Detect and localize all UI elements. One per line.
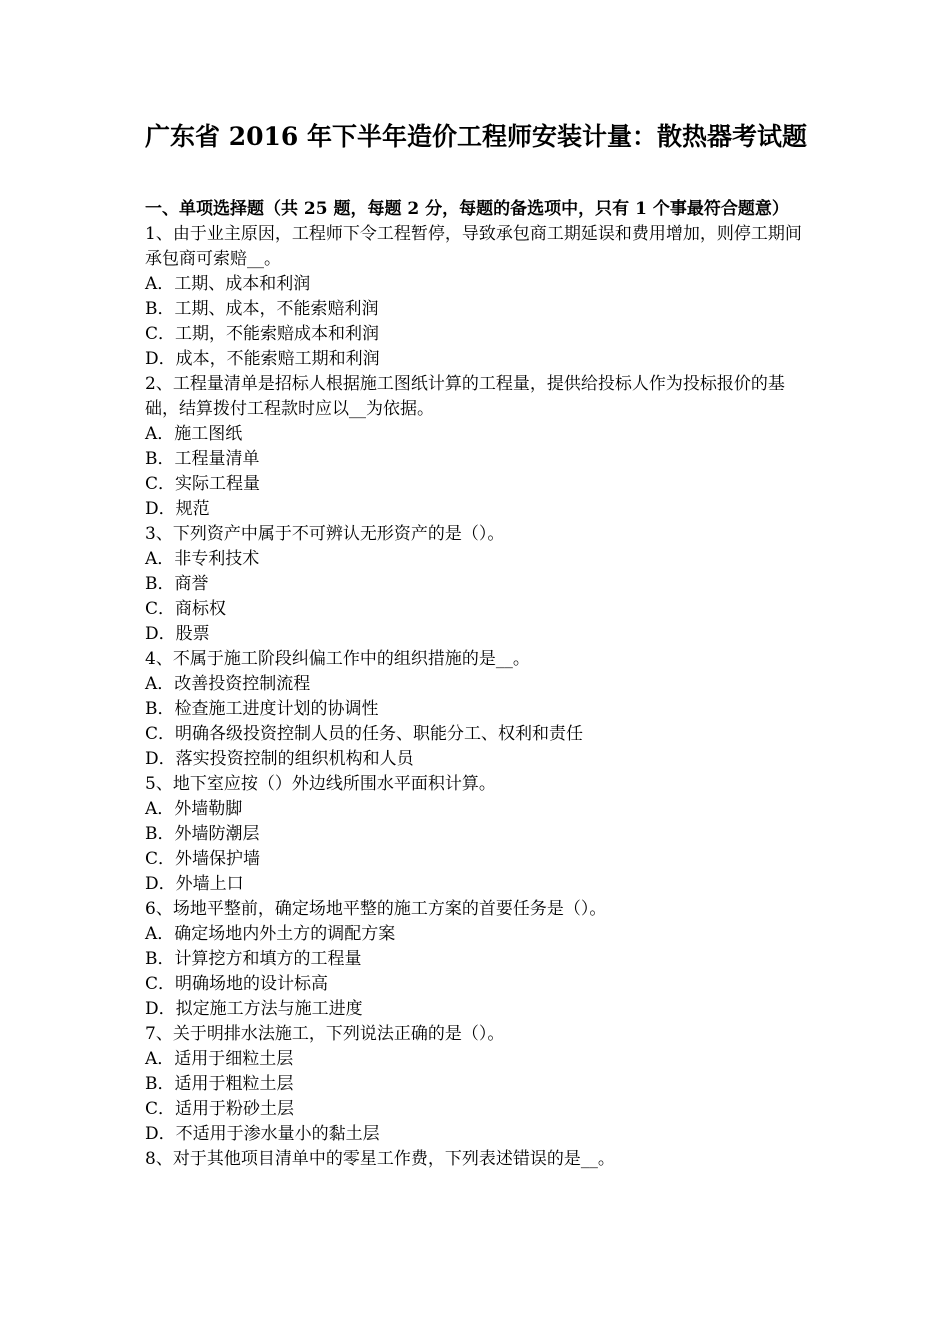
option-d: D．落实投资控制的组织机构和人员 xyxy=(145,749,414,769)
option-c: C．明确各级投资控制人员的任务、职能分工、权利和责任 xyxy=(145,724,584,744)
question-stem: 7、关于明排水法施工，下列说法正确的是（）。 xyxy=(145,1024,505,1044)
question-stem: 8、对于其他项目清单中的零星工作费，下列表述错误的是__。 xyxy=(145,1149,615,1169)
question-stem: 3、下列资产中属于不可辨认无形资产的是（）。 xyxy=(145,524,505,544)
question-8 xyxy=(145,1147,810,1172)
question-6 xyxy=(145,897,810,1022)
option-b: B．商誉 xyxy=(145,574,209,594)
option-c: C．商标权 xyxy=(145,599,227,619)
option-a: A．改善投资控制流程 xyxy=(145,674,311,694)
option-d: D．拟定施工方法与施工进度 xyxy=(145,999,363,1019)
option-c: C．实际工程量 xyxy=(145,474,261,494)
option-b: B．工期、成本，不能索赔利润 xyxy=(145,299,379,319)
option-b: B．适用于粗粒土层 xyxy=(145,1074,294,1094)
question-stem: 1、由于业主原因，工程师下令工程暂停，导致承包商工期延误和费用增加，则停工期间承包商可索赔__。 xyxy=(145,224,802,269)
document-body xyxy=(145,197,810,1172)
question-7 xyxy=(145,1022,810,1147)
option-a: A．确定场地内外土方的调配方案 xyxy=(145,924,396,944)
option-c: C．明确场地的设计标高 xyxy=(145,974,329,994)
question-1 xyxy=(145,222,810,372)
option-a: A．非专利技术 xyxy=(145,549,260,569)
option-a: A．工期、成本和利润 xyxy=(145,274,311,294)
option-c: C．外墙保护墙 xyxy=(145,849,261,869)
question-3 xyxy=(145,522,810,647)
option-b: B．外墙防潮层 xyxy=(145,824,260,844)
option-a: A．适用于细粒土层 xyxy=(145,1049,294,1069)
document-title: 广东省 2016 年下半年造价工程师安装计量：散热器考试题 xyxy=(145,122,807,151)
question-5 xyxy=(145,772,810,897)
section-heading: 一、单项选择题（共 25 题，每题 2 分，每题的备选项中，只有 1 个事最符合题意） xyxy=(145,199,789,219)
question-stem: 6、场地平整前，确定场地平整的施工方案的首要任务是（）。 xyxy=(145,899,607,919)
option-d: D．股票 xyxy=(145,624,210,644)
question-stem: 5、地下室应按（）外边线所围水平面积计算。 xyxy=(145,774,496,794)
option-a: A．施工图纸 xyxy=(145,424,243,444)
option-d: D．外墙上口 xyxy=(145,874,244,894)
question-stem: 4、不属于施工阶段纠偏工作中的组织措施的是__。 xyxy=(145,649,530,669)
option-b: B．检查施工进度计划的协调性 xyxy=(145,699,379,719)
question-4 xyxy=(145,647,810,772)
question-2 xyxy=(145,372,810,522)
option-b: B．工程量清单 xyxy=(145,449,260,469)
option-d: D．成本，不能索赔工期和利润 xyxy=(145,349,380,369)
question-stem: 2、工程量清单是招标人根据施工图纸计算的工程量，提供给投标人作为投标报价的基础，结算拨付工程款时应以__为依据。 xyxy=(145,374,785,419)
option-c: C．工期，不能索赔成本和利润 xyxy=(145,324,380,344)
option-b: B．计算挖方和填方的工程量 xyxy=(145,949,362,969)
option-a: A．外墙勒脚 xyxy=(145,799,243,819)
option-d: D．不适用于渗水量小的黏土层 xyxy=(145,1124,380,1144)
option-d: D．规范 xyxy=(145,499,210,519)
option-c: C．适用于粉砂土层 xyxy=(145,1099,295,1119)
